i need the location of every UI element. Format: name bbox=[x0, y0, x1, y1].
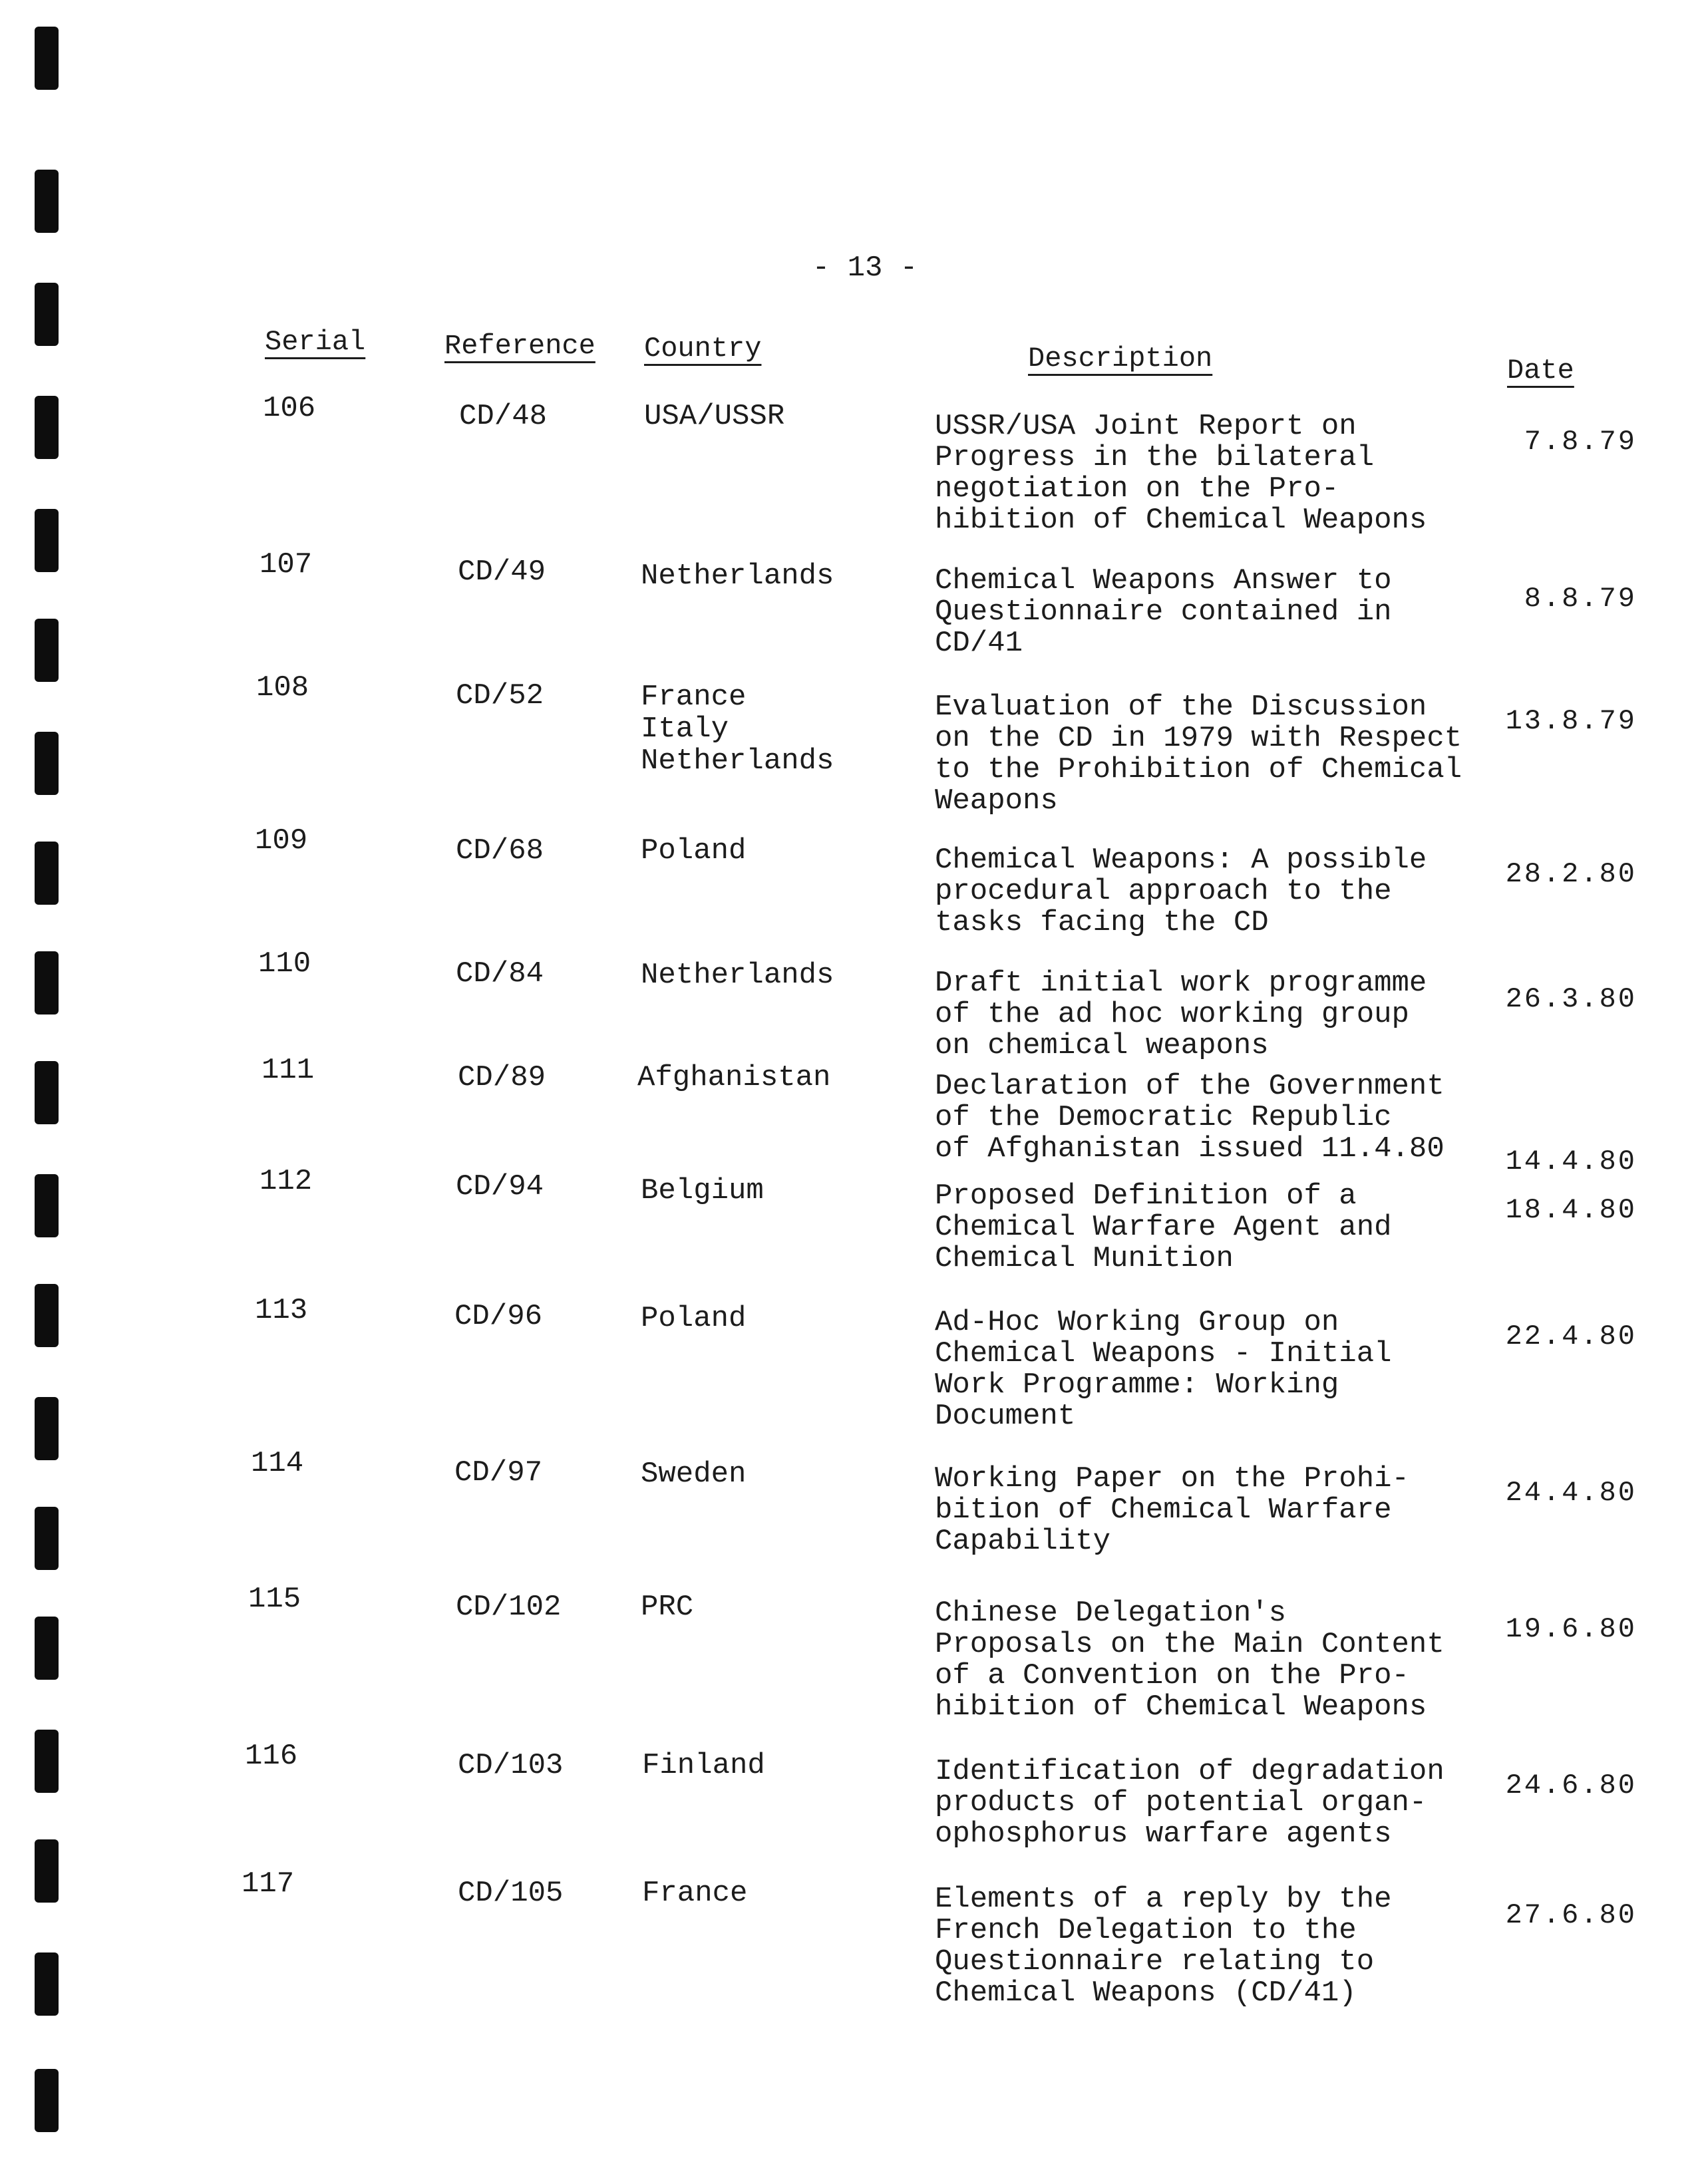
binder-holes bbox=[0, 0, 80, 2184]
country-line: Sweden bbox=[641, 1458, 747, 1491]
description-cell bbox=[935, 1598, 1445, 1723]
binder-hole bbox=[35, 1061, 59, 1124]
country-cell bbox=[641, 835, 746, 867]
reference-cell: CD/68 bbox=[456, 834, 544, 867]
serial-cell: 111 bbox=[261, 1054, 315, 1087]
description-cell bbox=[935, 411, 1427, 536]
date-cell: 8.8.79 bbox=[1524, 583, 1637, 615]
binder-hole bbox=[35, 732, 59, 795]
binder-hole bbox=[35, 1617, 59, 1680]
date-cell: 24.6.80 bbox=[1505, 1770, 1637, 1801]
date-cell: 28.2.80 bbox=[1505, 858, 1637, 890]
description-line: Chinese Delegation's bbox=[935, 1597, 1287, 1630]
country-line: Netherlands bbox=[641, 559, 834, 593]
description-line: French Delegation to the bbox=[935, 1914, 1357, 1947]
date-cell: 14.4.80 bbox=[1505, 1146, 1637, 1177]
description-line: of the Democratic Republic bbox=[935, 1101, 1392, 1134]
binder-hole bbox=[35, 1284, 59, 1347]
serial-cell: 114 bbox=[251, 1447, 304, 1480]
header-date: Date bbox=[1507, 355, 1574, 387]
description-line: on the CD in 1979 with Respect bbox=[935, 722, 1462, 755]
date-cell: 7.8.79 bbox=[1524, 426, 1637, 458]
date-cell: 22.4.80 bbox=[1505, 1321, 1637, 1352]
country-line: Italy bbox=[641, 712, 729, 746]
description-cell bbox=[935, 1884, 1392, 2009]
date-cell: 24.4.80 bbox=[1505, 1477, 1637, 1509]
country-cell bbox=[642, 1877, 747, 1909]
reference-cell: CD/103 bbox=[458, 1749, 564, 1782]
description-line: CD/41 bbox=[935, 627, 1023, 660]
date-cell: 27.6.80 bbox=[1505, 1899, 1637, 1931]
reference-cell: CD/94 bbox=[456, 1170, 544, 1203]
description-line: of Afghanistan issued 11.4.80 bbox=[935, 1132, 1445, 1166]
serial-cell: 106 bbox=[263, 392, 316, 425]
description-cell bbox=[935, 1071, 1445, 1165]
country-cell bbox=[641, 959, 834, 991]
country-line: Netherlands bbox=[641, 959, 834, 992]
binder-hole bbox=[35, 1952, 59, 2016]
header-reference: Reference bbox=[444, 330, 595, 362]
serial-cell: 108 bbox=[256, 671, 309, 704]
description-line: Identification of degradation bbox=[935, 1755, 1445, 1788]
country-line: PRC bbox=[641, 1591, 694, 1624]
country-cell bbox=[637, 1062, 830, 1094]
country-cell bbox=[642, 1750, 765, 1782]
binder-hole bbox=[35, 396, 59, 459]
description-line: of the ad hoc working group bbox=[935, 998, 1409, 1031]
binder-hole bbox=[35, 2069, 59, 2132]
country-cell bbox=[641, 1303, 746, 1334]
binder-hole bbox=[35, 1507, 59, 1570]
description-line: hibition of Chemical Weapons bbox=[935, 1690, 1427, 1724]
description-line: Chemical Weapons - Initial bbox=[935, 1337, 1392, 1370]
description-line: Chemical Weapons Answer to bbox=[935, 564, 1392, 597]
description-line: Proposals on the Main Content bbox=[935, 1628, 1445, 1661]
reference-cell: CD/49 bbox=[458, 555, 546, 589]
description-cell bbox=[935, 692, 1462, 817]
country-line: Poland bbox=[641, 1302, 747, 1335]
reference-cell: CD/52 bbox=[456, 679, 544, 712]
binder-hole bbox=[35, 951, 59, 1014]
description-cell bbox=[935, 1756, 1445, 1850]
description-line: Chemical Weapons: A possible bbox=[935, 844, 1427, 877]
description-line: bition of Chemical Warfare bbox=[935, 1493, 1392, 1527]
serial-cell: 112 bbox=[259, 1165, 313, 1198]
binder-hole bbox=[35, 842, 59, 905]
description-line: Elements of a reply by the bbox=[935, 1883, 1392, 1916]
binder-hole bbox=[35, 27, 59, 90]
description-line: products of potential organ- bbox=[935, 1786, 1427, 1819]
country-line: USA/USSR bbox=[644, 400, 785, 433]
reference-cell: CD/102 bbox=[456, 1591, 562, 1624]
country-line: Belgium bbox=[641, 1174, 764, 1207]
description-line: Draft initial work programme bbox=[935, 967, 1427, 1000]
country-line: Afghanistan bbox=[637, 1061, 831, 1094]
binder-hole bbox=[35, 1174, 59, 1237]
country-cell bbox=[641, 681, 834, 777]
description-line: Questionnaire contained in bbox=[935, 595, 1392, 629]
description-line: hibition of Chemical Weapons bbox=[935, 504, 1427, 537]
description-line: Chemical Weapons (CD/41) bbox=[935, 1976, 1357, 2010]
country-line: France bbox=[641, 681, 747, 714]
reference-cell: CD/105 bbox=[458, 1877, 564, 1910]
description-cell bbox=[935, 1181, 1392, 1275]
description-line: Declaration of the Government bbox=[935, 1070, 1445, 1103]
description-cell bbox=[935, 1464, 1409, 1557]
serial-cell: 110 bbox=[258, 947, 311, 981]
country-cell bbox=[641, 1591, 693, 1623]
serial-cell: 107 bbox=[259, 548, 313, 581]
description-line: Work Programme: Working bbox=[935, 1368, 1339, 1402]
description-line: on chemical weapons bbox=[935, 1029, 1269, 1062]
header-description: Description bbox=[1028, 343, 1213, 375]
country-line: Finland bbox=[642, 1749, 765, 1782]
reference-cell: CD/84 bbox=[456, 957, 544, 991]
binder-hole bbox=[35, 509, 59, 572]
description-cell bbox=[935, 845, 1427, 939]
description-line: Questionnaire relating to bbox=[935, 1945, 1375, 1978]
country-cell bbox=[641, 1175, 764, 1207]
header-country: Country bbox=[644, 333, 762, 365]
serial-cell: 115 bbox=[248, 1583, 301, 1616]
date-cell: 26.3.80 bbox=[1505, 983, 1637, 1015]
description-line: Capability bbox=[935, 1525, 1111, 1558]
country-line: Poland bbox=[641, 834, 747, 867]
description-line: procedural approach to the bbox=[935, 875, 1392, 908]
header-serial: Serial bbox=[265, 326, 366, 358]
description-line: of a Convention on the Pro- bbox=[935, 1659, 1409, 1692]
description-cell bbox=[935, 1307, 1392, 1432]
date-cell: 18.4.80 bbox=[1505, 1194, 1637, 1226]
description-line: ophosphorus warfare agents bbox=[935, 1817, 1392, 1851]
description-line: Document bbox=[935, 1400, 1076, 1433]
serial-cell: 117 bbox=[242, 1867, 295, 1901]
serial-cell: 116 bbox=[245, 1740, 298, 1773]
binder-hole bbox=[35, 1839, 59, 1903]
description-line: USSR/USA Joint Report on bbox=[935, 410, 1357, 443]
page-number: - 13 - bbox=[812, 251, 918, 285]
description-line: Chemical Warfare Agent and bbox=[935, 1211, 1392, 1244]
description-line: Ad-Hoc Working Group on bbox=[935, 1306, 1339, 1339]
date-cell: 13.8.79 bbox=[1505, 705, 1637, 737]
binder-hole bbox=[35, 170, 59, 233]
description-line: Chemical Munition bbox=[935, 1242, 1234, 1275]
country-cell bbox=[641, 560, 834, 592]
description-line: Weapons bbox=[935, 784, 1058, 818]
binder-hole bbox=[35, 283, 59, 346]
reference-cell: CD/89 bbox=[458, 1061, 546, 1094]
country-cell bbox=[644, 400, 784, 432]
description-line: Evaluation of the Discussion bbox=[935, 691, 1427, 724]
description-line: Progress in the bilateral bbox=[935, 441, 1375, 474]
description-line: to the Prohibition of Chemical bbox=[935, 753, 1462, 786]
serial-cell: 109 bbox=[255, 824, 308, 858]
reference-cell: CD/48 bbox=[459, 400, 548, 433]
reference-cell: CD/96 bbox=[454, 1300, 543, 1333]
reference-cell: CD/97 bbox=[454, 1456, 543, 1489]
country-line: Netherlands bbox=[641, 744, 834, 778]
country-line: France bbox=[642, 1877, 748, 1910]
binder-hole bbox=[35, 619, 59, 682]
description-cell bbox=[935, 968, 1427, 1062]
description-line: tasks facing the CD bbox=[935, 906, 1269, 939]
description-cell bbox=[935, 565, 1392, 659]
serial-cell: 113 bbox=[255, 1294, 308, 1327]
description-line: negotiation on the Pro- bbox=[935, 472, 1339, 506]
description-line: Proposed Definition of a bbox=[935, 1179, 1357, 1213]
binder-hole bbox=[35, 1730, 59, 1793]
description-line: Working Paper on the Prohi- bbox=[935, 1462, 1409, 1495]
binder-hole bbox=[35, 1397, 59, 1460]
date-cell: 19.6.80 bbox=[1505, 1613, 1637, 1645]
country-cell bbox=[641, 1458, 746, 1490]
